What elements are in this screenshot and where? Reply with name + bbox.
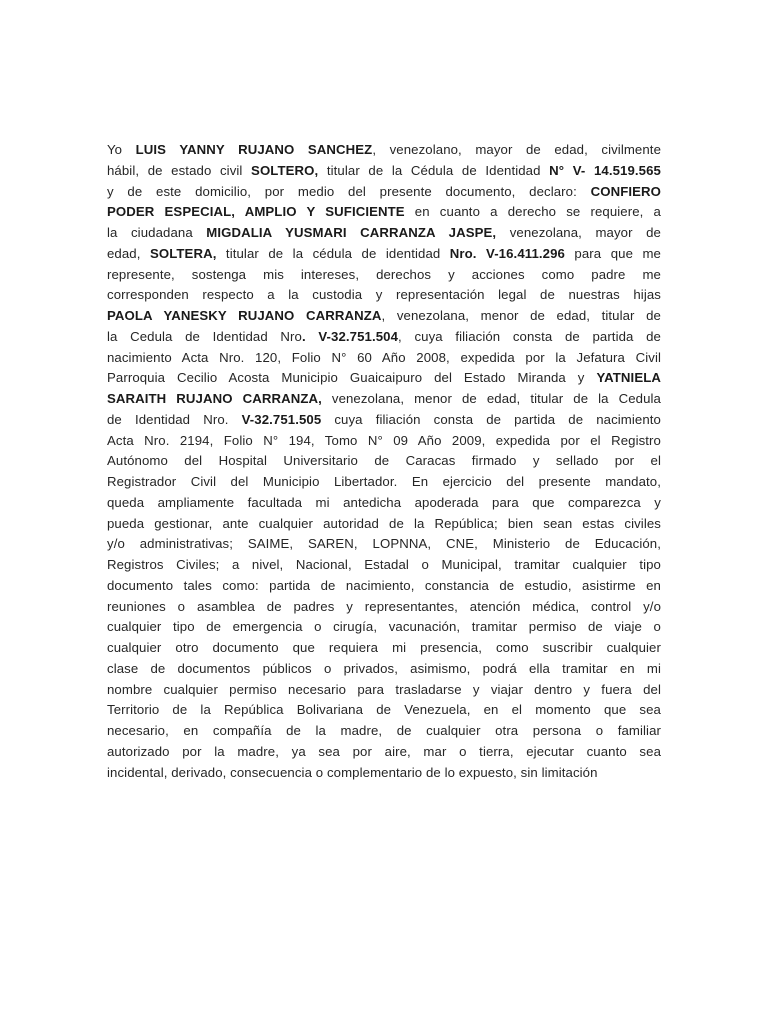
text-segment: hábil, de estado civil: [107, 162, 252, 178]
document-line: [107, 431, 661, 452]
document-line: [107, 472, 661, 493]
text-segment: Registros Civiles; a nivel, Nacional, Estadal o Municipal, tramitar cualquier tipo: [107, 557, 661, 572]
document-line: [107, 244, 661, 265]
bold-text-segment: . V-32.751.504: [301, 328, 399, 344]
document-line: [107, 348, 661, 369]
document-line: [107, 223, 661, 244]
document-line: [107, 576, 661, 597]
document-line: [107, 265, 661, 286]
text-segment: de Identidad Nro.: [107, 411, 242, 427]
text-segment: Acta Nro. 2194, Folio N° 194, Tomo N° 09 Año 2009, expedida por el Registro: [107, 432, 661, 448]
document-line: [107, 140, 661, 161]
text-segment: corresponden respecto a la custodia y representación legal de nuestras hijas: [107, 287, 661, 303]
text-segment: y de este domicilio, por medio del presente documento, declaro:: [107, 183, 591, 199]
bold-text-segment: PAOLA YANESKY RUJANO CARRANZA: [107, 308, 382, 323]
text-segment: edad,: [107, 245, 150, 261]
document-line: [107, 555, 661, 576]
bold-text-segment: PODER ESPECIAL, AMPLIO Y SUFICIENTE: [107, 204, 405, 220]
text-segment: nombre cualquier permiso necesario para trasladarse y viajar dentro y fuera del: [107, 681, 661, 697]
text-segment: para que me: [564, 245, 661, 261]
document-line: [107, 514, 661, 535]
document-line: [107, 597, 661, 618]
text-segment: Parroquia Cecilio Acosta Municipio Guaicaipuro del Estado Miranda y: [107, 370, 597, 386]
document-line: [107, 389, 661, 410]
document-line: [107, 182, 661, 203]
document-line: [107, 534, 661, 555]
bold-text-segment: SARAITH RUJANO CARRANZA,: [107, 391, 322, 406]
document-body: [107, 140, 661, 783]
text-segment: represente, sostenga mis intereses, derechos y acciones como padre me: [107, 266, 661, 282]
bold-text-segment: SOLTERA,: [149, 245, 217, 261]
text-segment: , venezolana, menor de edad, titular de: [381, 308, 661, 323]
text-segment: necesario, en compañía de la madre, de cualquier otra persona o familiar: [107, 723, 661, 738]
text-segment: venezolana, menor de edad, titular de la Cedula: [321, 391, 661, 406]
bold-text-segment: MIGDALIA YUSMARI CARRANZA JASPE,: [206, 225, 497, 240]
text-segment: queda ampliamente facultada mi antedicha apoderada para que comparezca y: [107, 494, 661, 510]
bold-text-segment: SOLTERO,: [251, 162, 319, 178]
text-segment: titular de la Cédula de Identidad: [318, 162, 550, 178]
text-segment: cualquier otro documento que requiera mi presencia, como suscribir cualquier: [107, 640, 661, 655]
text-segment: Yo: [107, 142, 136, 157]
document-line: [107, 680, 661, 701]
bold-text-segment: CONFIERO: [590, 183, 661, 199]
document-line: [107, 306, 661, 327]
bold-text-segment: N° V- 14.519.565: [549, 162, 661, 178]
text-segment: cualquier tipo de emergencia o cirugía, vacunación, tramitar permiso de viaje o: [107, 619, 661, 635]
document-line: [107, 763, 661, 784]
text-segment: reuniones o asamblea de padres y representantes, atención médica, control y/o: [107, 598, 661, 614]
text-segment: la ciudadana: [107, 225, 207, 240]
text-segment: la Cedula de Identidad Nro: [107, 328, 302, 344]
document-line: [107, 721, 661, 742]
text-segment: pueda gestionar, ante cualquier autoridad de la República; bien sean estas civiles: [107, 515, 661, 531]
text-segment: nacimiento Acta Nro. 120, Folio N° 60 Año 2008, expedida por la Jefatura Civil: [107, 349, 661, 365]
document-line: [107, 161, 661, 182]
document-line: [107, 742, 661, 763]
bold-text-segment: LUIS YANNY RUJANO SANCHEZ: [135, 142, 373, 157]
text-segment: Autónomo del Hospital Universitario de Caracas firmado y sellado por el: [107, 453, 661, 469]
text-segment: titular de la cédula de identidad: [216, 245, 450, 261]
text-segment: clase de documentos públicos o privados, asimismo, podrá ella tramitar en mi: [107, 660, 661, 676]
text-segment: cuya filiación consta de partida de nacimiento: [321, 411, 661, 427]
bold-text-segment: YATNIELA: [596, 370, 661, 386]
text-segment: , cuya filiación consta de partida de: [398, 328, 661, 344]
text-segment: , venezolano, mayor de edad, civilmente: [372, 142, 662, 157]
text-segment: venezolana, mayor de: [496, 225, 661, 240]
document-line: [107, 410, 661, 431]
document-line: [107, 285, 661, 306]
text-segment: en cuanto a derecho se requiere, a: [404, 204, 661, 220]
document-line: [107, 659, 661, 680]
document-line: [107, 327, 661, 348]
document-line: [107, 451, 661, 472]
bold-text-segment: Nro. V-16.411.296: [449, 245, 565, 261]
text-segment: incidental, derivado, consecuencia o complementario de lo expuesto, sin limitación: [107, 764, 598, 780]
text-segment: documento tales como: partida de nacimiento, constancia de estudio, asistirme en: [107, 577, 661, 593]
document-line: [107, 638, 661, 659]
document-line: [107, 202, 661, 223]
text-segment: autorizado por la madre, ya sea por aire, mar o tierra, ejecutar cuanto sea: [107, 743, 661, 759]
document-line: [107, 368, 661, 389]
document-line: [107, 493, 661, 514]
text-segment: Registrador Civil del Municipio Libertador. En ejercicio del presente mandato,: [107, 474, 661, 489]
text-segment: Territorio de la República Bolivariana de Venezuela, en el momento que sea: [107, 702, 661, 718]
document-line: [107, 617, 661, 638]
bold-text-segment: V-32.751.505: [241, 411, 322, 427]
text-segment: y/o administrativas; SAIME, SAREN, LOPNNA, CNE, Ministerio de Educación,: [107, 536, 661, 552]
document-line: [107, 700, 661, 721]
